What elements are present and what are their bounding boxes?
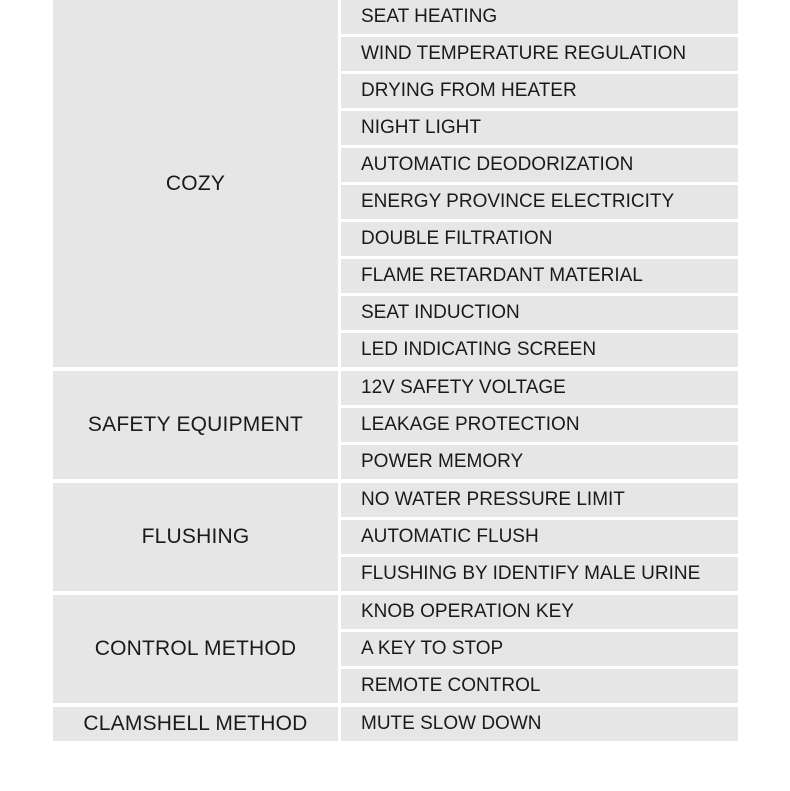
feature-item: SEAT HEATING: [341, 0, 738, 34]
category-label: CLAMSHELL METHOD: [53, 707, 338, 741]
feature-list: [341, 707, 738, 741]
feature-table: [53, 0, 738, 745]
feature-item: WIND TEMPERATURE REGULATION: [341, 37, 738, 71]
feature-item: FLUSHING BY IDENTIFY MALE URINE: [341, 557, 738, 591]
feature-item: DRYING FROM HEATER: [341, 74, 738, 108]
feature-item: ENERGY PROVINCE ELECTRICITY: [341, 185, 738, 219]
category-label: COZY: [53, 0, 338, 367]
feature-item: MUTE SLOW DOWN: [341, 707, 738, 741]
feature-item: LED INDICATING SCREEN: [341, 333, 738, 367]
group-control-method: [53, 595, 738, 703]
feature-item: SEAT INDUCTION: [341, 296, 738, 330]
feature-item: 12V SAFETY VOLTAGE: [341, 371, 738, 405]
feature-item: FLAME RETARDANT MATERIAL: [341, 259, 738, 293]
category-label: FLUSHING: [53, 483, 338, 591]
feature-list: [341, 595, 738, 703]
category-label: SAFETY EQUIPMENT: [53, 371, 338, 479]
category-label: CONTROL METHOD: [53, 595, 338, 703]
group-safety-equipment: [53, 371, 738, 479]
feature-item: NO WATER PRESSURE LIMIT: [341, 483, 738, 517]
feature-item: LEAKAGE PROTECTION: [341, 408, 738, 442]
feature-list: [341, 371, 738, 479]
group-cozy: [53, 0, 738, 367]
feature-item: DOUBLE FILTRATION: [341, 222, 738, 256]
feature-item: KNOB OPERATION KEY: [341, 595, 738, 629]
feature-item: A KEY TO STOP: [341, 632, 738, 666]
feature-item: AUTOMATIC DEODORIZATION: [341, 148, 738, 182]
feature-list: [341, 483, 738, 591]
feature-item: REMOTE CONTROL: [341, 669, 738, 703]
group-flushing: [53, 483, 738, 591]
feature-item: POWER MEMORY: [341, 445, 738, 479]
feature-item: AUTOMATIC FLUSH: [341, 520, 738, 554]
feature-item: NIGHT LIGHT: [341, 111, 738, 145]
feature-list: [341, 0, 738, 367]
group-clamshell-method: [53, 707, 738, 741]
